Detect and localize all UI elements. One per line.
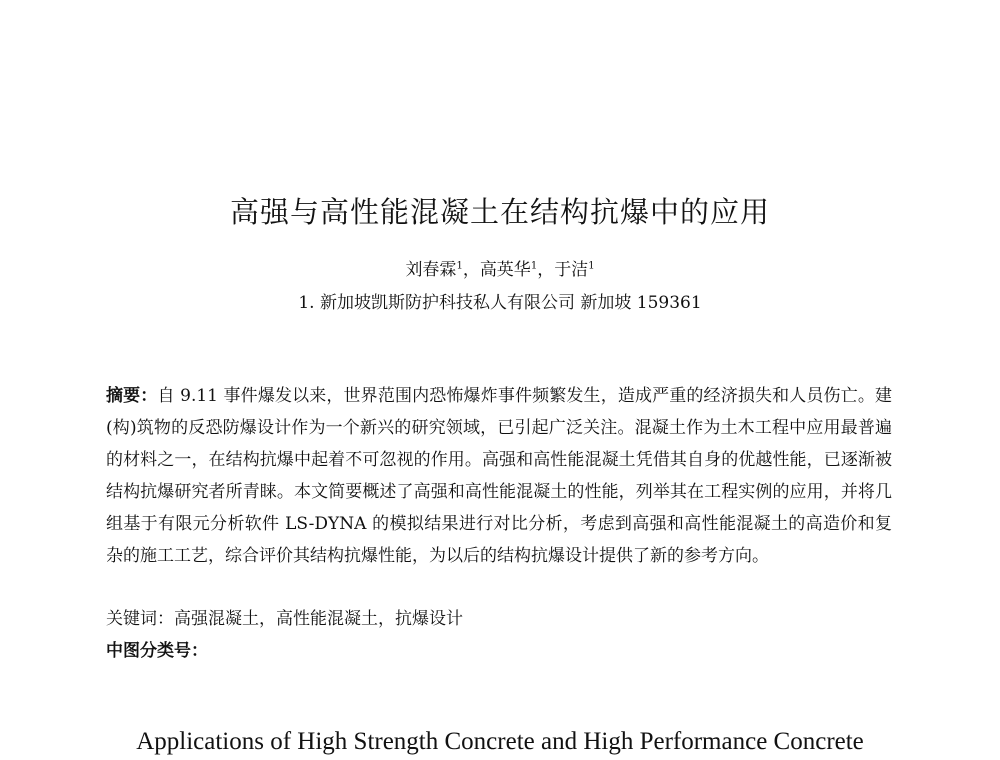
keywords-text: 高强混凝土，高性能混凝土，抗爆设计 — [174, 609, 463, 629]
author-affiliation: 1. 新加坡凯斯防护科技私人有限公司 新加坡 159361 — [298, 293, 702, 313]
abstract-text: 自 9.11 事件爆发以来，世界范围内恐怖爆炸事件频繁发生，造成严重的经济损失和人员伤亡。建(构)筑物的反恐防爆设计作为一个新兴的研究领域，已引起广泛关注。混凝土作为土木工程中应用最普遍的材料之一，在结构抗爆中起着不可忽视的作用。高强和高性能混凝土凭借其自身的优越性能，已逐渐被结构抗爆研究者所青睐。本文简要概述了高强和高性能混凝土的性能，列举其在工程实例的应用，并将几组基于有限元分析软件 LS-DYNA 的模拟结果进行对比分析，考虑到高强和高性能混凝土的高造价和复杂的施工工艺，综合评价其结构抗爆性能，为以后的结构抗爆设计提供了新的参考方向。 — [106, 386, 892, 566]
abstract-label: 摘要： — [106, 386, 158, 406]
keywords-label: 关键词： — [106, 609, 174, 629]
author-affiliation-mark: 1 — [588, 260, 595, 272]
abstract-paragraph — [106, 380, 892, 572]
classification-line — [106, 636, 208, 661]
author-separator: ， — [462, 260, 480, 280]
author-affiliation-mark: 1 — [456, 260, 463, 272]
author-name: 刘春霖 — [405, 260, 457, 280]
keywords-line — [106, 604, 463, 629]
author-name: 高英华 — [479, 260, 531, 280]
paper-title-english: Applications of High Strength Concrete and High Performance Concrete — [136, 728, 864, 755]
classification-label: 中图分类号： — [106, 641, 208, 661]
paper-title-chinese: 高强与高性能混凝土在结构抗爆中的应用 — [229, 195, 770, 229]
author-list — [0, 255, 1000, 280]
author-separator: ， — [537, 260, 555, 280]
author-name: 于洁 — [554, 260, 589, 280]
author-affiliation-mark: 1 — [530, 260, 538, 272]
